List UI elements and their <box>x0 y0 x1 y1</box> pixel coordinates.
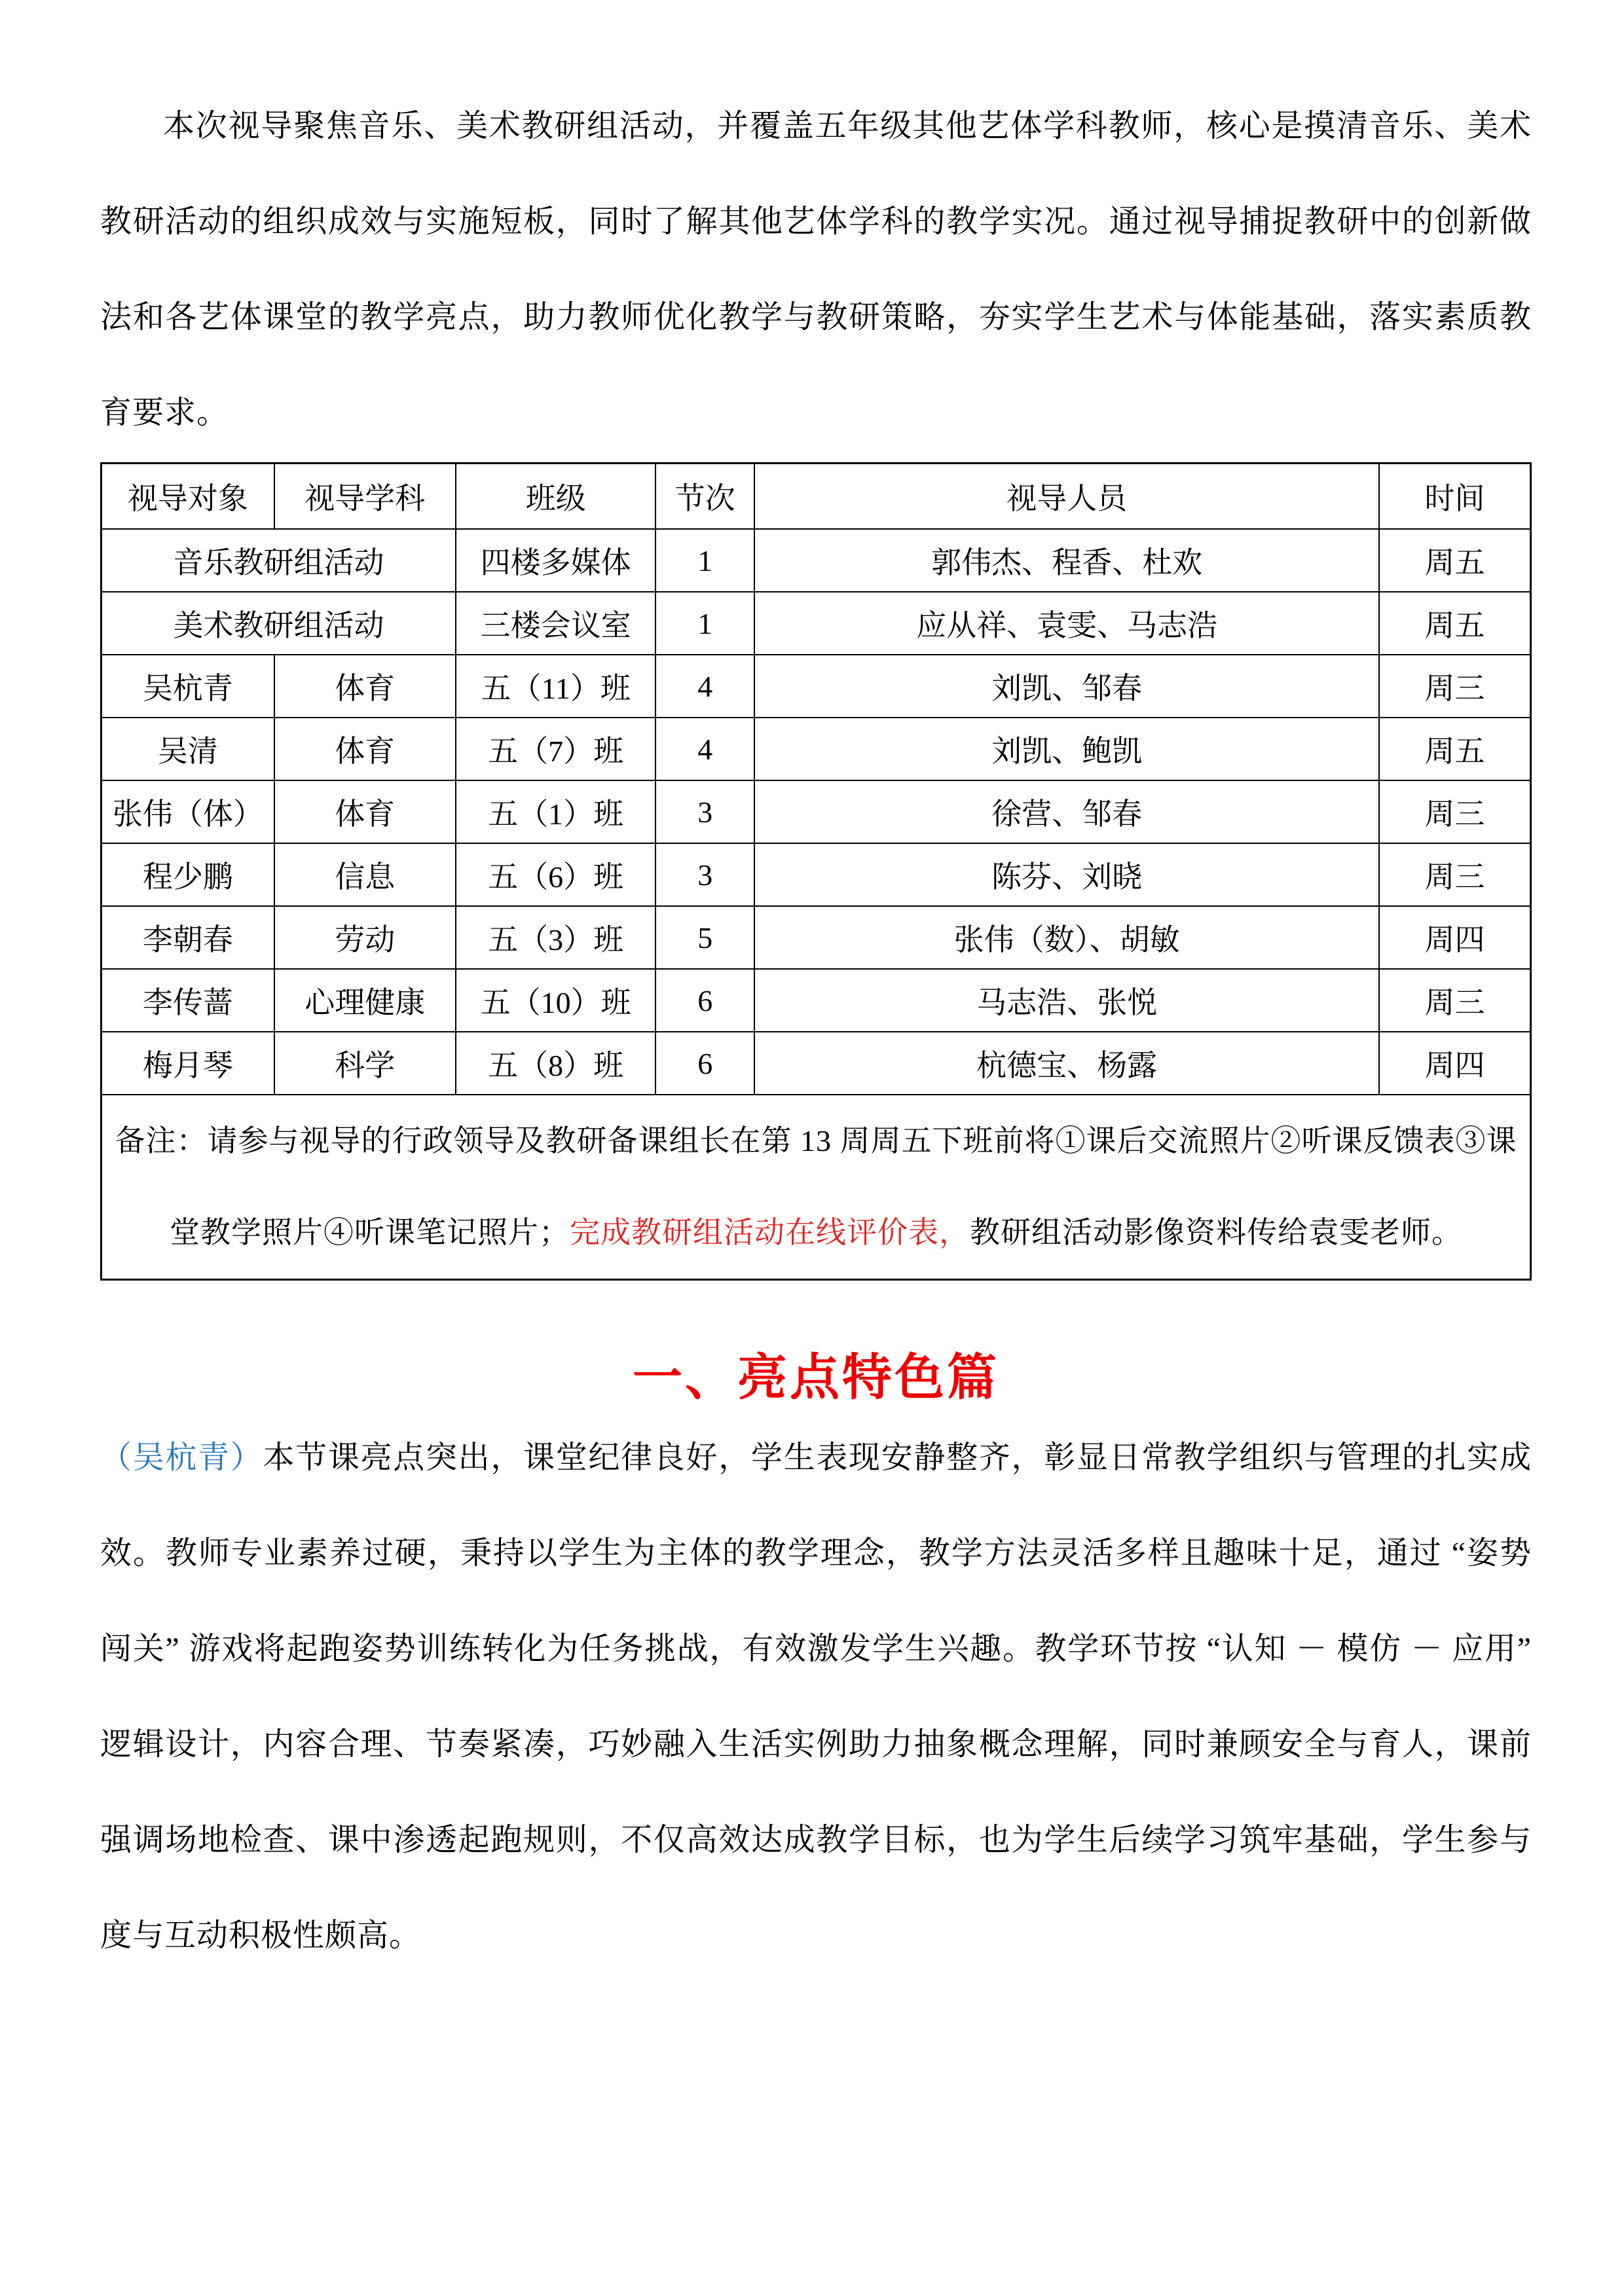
cell-period: 4 <box>655 718 754 780</box>
table-row <box>101 906 1531 969</box>
cell-time: 周五 <box>1379 718 1530 780</box>
col-header-period: 节次 <box>655 464 754 530</box>
cell-time: 周三 <box>1379 655 1530 718</box>
cell-period: 1 <box>655 592 754 655</box>
table-row <box>101 843 1531 906</box>
cell-target: 张伟（体） <box>101 780 274 843</box>
cell-period: 4 <box>655 655 754 718</box>
cell-time: 周三 <box>1379 843 1530 906</box>
cell-class: 五（8）班 <box>456 1032 656 1095</box>
cell-subject: 心理健康 <box>274 969 456 1032</box>
cell-subject: 劳动 <box>274 906 456 969</box>
section-heading: 一、亮点特色篇 <box>633 1351 999 1406</box>
cell-target-merged: 音乐教研组活动 <box>101 529 456 592</box>
cell-target: 吴清 <box>101 718 274 780</box>
cell-inspectors: 杭德宝、杨露 <box>754 1032 1379 1095</box>
cell-subject: 体育 <box>274 655 456 718</box>
cell-target: 吴杭青 <box>101 655 274 718</box>
note-text-continued: 教研组活动影像资料传给袁雯老师。 <box>970 1216 1462 1249</box>
cell-period: 5 <box>655 906 754 969</box>
cell-subject: 科学 <box>274 1032 456 1095</box>
col-header-time: 时间 <box>1379 464 1530 530</box>
cell-inspectors: 刘凯、鲍凯 <box>754 718 1379 780</box>
cell-class: 五（11）班 <box>456 655 656 718</box>
cell-class: 五（1）班 <box>456 780 656 843</box>
cell-inspectors: 张伟（数）、胡敏 <box>754 906 1379 969</box>
table-row <box>101 529 1531 592</box>
cell-time: 周四 <box>1379 906 1530 969</box>
table-row <box>101 592 1531 655</box>
cell-class: 四楼多媒体 <box>456 529 656 592</box>
cell-target: 李朝春 <box>101 906 274 969</box>
table-row <box>101 718 1531 780</box>
col-header-inspectors: 视导人员 <box>754 464 1379 530</box>
cell-target: 程少鹏 <box>101 843 274 906</box>
cell-class: 五（3）班 <box>456 906 656 969</box>
cell-inspectors: 陈芬、刘晓 <box>754 843 1379 906</box>
cell-subject: 体育 <box>274 718 456 780</box>
cell-period: 1 <box>655 529 754 592</box>
cell-time: 周五 <box>1379 592 1530 655</box>
cell-inspectors: 应从祥、袁雯、马志浩 <box>754 592 1379 655</box>
highlight-paragraph <box>100 1410 1532 1984</box>
cell-period: 3 <box>655 780 754 843</box>
cell-time: 周五 <box>1379 529 1530 592</box>
note-cell <box>101 1095 1531 1280</box>
table-row <box>101 780 1531 843</box>
table-note-row <box>101 1095 1531 1280</box>
cell-class: 五（10）班 <box>456 969 656 1032</box>
highlight-text: 本节课亮点突出，课堂纪律良好，学生表现安静整齐，彰显日常教学组织与管理的扎实成效。教师专业素养过硬，秉持以学生为主体的教学理念，教学方法灵活多样且趣味十足，通过 “姿势闯关” 游戏将起跑姿势训练转化为任务挑战，有效激发学生兴趣。教学环节按 “认知 － 模仿 － 应用” 逻辑设计，内容合理、节奏紧凑，巧妙融入生活实例助力抽象概念理解，同时兼顾安全与育人，课前强调场地检查、课中渗透起跑规则，不仅高效达成教学目标，也为学生后续学习筑牢基础，学生参与度与互动积极性颇高。 <box>100 1440 1532 1953</box>
cell-target: 李传蔷 <box>101 969 274 1032</box>
cell-inspectors: 徐营、邹春 <box>754 780 1379 843</box>
cell-period: 6 <box>655 1032 754 1095</box>
note-text: 备注：请参与视导的行政领导及教研备课组长在第 13 周周五下班前将①课后交流照片②听课反馈表③课堂教学照片④听课笔记照片； <box>115 1124 1517 1249</box>
cell-time: 周四 <box>1379 1032 1530 1095</box>
note-highlight-red: 完成教研组活动在线评价表， <box>570 1216 970 1249</box>
cell-inspectors: 刘凯、邹春 <box>754 655 1379 718</box>
col-header-target: 视导对象 <box>101 464 274 530</box>
table-row <box>101 969 1531 1032</box>
col-header-subject: 视导学科 <box>274 464 456 530</box>
col-header-class: 班级 <box>456 464 656 530</box>
cell-subject: 体育 <box>274 780 456 843</box>
cell-class: 五（6）班 <box>456 843 656 906</box>
cell-target-merged: 美术教研组活动 <box>101 592 456 655</box>
cell-time: 周三 <box>1379 969 1530 1032</box>
intro-paragraph: 本次视导聚焦音乐、美术教研组活动，并覆盖五年级其他艺体学科教师，核心是摸清音乐、美术教研活动的组织成效与实施短板，同时了解其他艺体学科的教学实况。通过视导捕捉教研中的创新做法和各艺体课堂的教学亮点，助力教师优化教学与教研策略，夯实学生艺术与体能基础，落实素质教育要求。 <box>100 109 1532 430</box>
cell-inspectors: 郭伟杰、程香、杜欢 <box>754 529 1379 592</box>
table-header-row <box>101 464 1531 530</box>
cell-class: 三楼会议室 <box>456 592 656 655</box>
inspection-schedule-table <box>100 462 1532 1281</box>
cell-class: 五（7）班 <box>456 718 656 780</box>
cell-period: 3 <box>655 843 754 906</box>
cell-target: 梅月琴 <box>101 1032 274 1095</box>
table-row <box>101 1032 1531 1095</box>
cell-period: 6 <box>655 969 754 1032</box>
cell-time: 周三 <box>1379 780 1530 843</box>
table-row <box>101 655 1531 718</box>
reviewer-name: （吴杭青） <box>100 1440 263 1475</box>
cell-subject: 信息 <box>274 843 456 906</box>
cell-inspectors: 马志浩、张悦 <box>754 969 1379 1032</box>
